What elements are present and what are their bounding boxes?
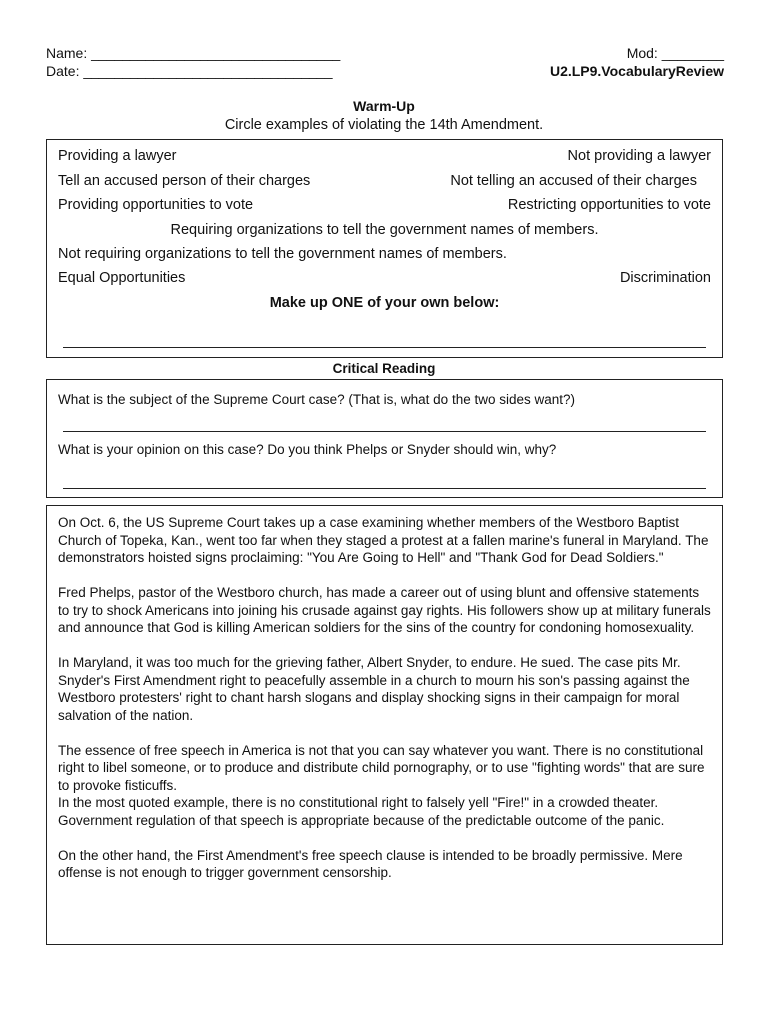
warmup-row	[58, 222, 711, 238]
article-paragraph: Fred Phelps, pastor of the Westboro church, has made a career out of using blunt and offensive statements to try to shock Americans into joining his crusade against gay rights. His followers show up at military funerals and announce that God is killing American soldiers for the sins of the country for condoning homosexuality.	[58, 585, 711, 635]
worksheet-header	[46, 44, 724, 80]
article-paragraph: On Oct. 6, the US Supreme Court takes up a case examining whether members of the Westboro Baptist Church of Topeka, Kan., went too far when they staged a protest at a fallen marine's funeral in Maryland. The demonstrators hoisted signs proclaiming: "You Are Going to Hell" and "Thank God for Dead Soldiers."	[58, 515, 709, 565]
date-field[interactable]: Date: ________________________________	[46, 63, 333, 79]
warmup-option[interactable]: Providing a lawyer	[58, 148, 177, 164]
question-1: What is the subject of the Supreme Court case? (That is, what do the two sides want?)	[58, 392, 576, 407]
warmup-row	[58, 246, 711, 262]
article-paragraph: In Maryland, it was too much for the grieving father, Albert Snyder, to endure. He sued. The case pits Mr. Snyder's First Amendment right to peacefully assemble in a church to mourn his son's passing against the Westboro protesters' right to chant harsh slogans and display shocking signs in their campaign for moral salvation of the nation.	[58, 655, 690, 723]
own-example-label: Make up ONE of your own below:	[269, 295, 500, 311]
article-box	[46, 505, 723, 945]
warmup-option[interactable]: Not telling an accused of their charges	[450, 173, 697, 189]
warmup-row	[58, 173, 711, 189]
article-paragraph: The essence of free speech in America is not that you can say whatever you want. There is no constitutional right to libel someone, or to produce and distribute child pornography, or to use "fighting words" that are sure to provoke fisticuffs.	[58, 742, 705, 793]
warmup-option[interactable]: Restricting opportunities to vote	[507, 197, 711, 213]
article-paragraph: In the most quoted example, there is no constitutional right to falsely yell "Fire!" in a crowded theater. Government regulation of that speech is appropriate because of the predictable outcome of the panic.	[58, 795, 665, 828]
critical-reading-box	[46, 379, 723, 498]
own-example-prompt	[58, 295, 711, 311]
question-2: What is your opinion on this case? Do you think Phelps or Snyder should win, why?	[58, 442, 557, 457]
warmup-instruction: Circle examples of violating the 14th Amendment.	[224, 117, 544, 133]
warmup-option[interactable]: Tell an accused person of their charges	[58, 173, 311, 189]
question-1-answer-line[interactable]	[63, 431, 706, 432]
warmup-option[interactable]: Requiring organizations to tell the government names of members.	[170, 222, 599, 238]
warmup-option[interactable]: Equal Opportunities	[58, 270, 186, 286]
own-example-answer-line[interactable]	[63, 347, 706, 348]
question-2-answer-line[interactable]	[63, 488, 706, 489]
article-paragraph: On the other hand, the First Amendment's free speech clause is intended to be broadly permissive. Mere offense is not enough to trigger government censorship.	[58, 847, 683, 880]
warmup-row	[58, 148, 711, 164]
name-field[interactable]: Name: ________________________________	[46, 45, 341, 61]
mod-field[interactable]: Mod: ________	[626, 45, 724, 61]
warmup-row	[58, 270, 711, 286]
warmup-option[interactable]: Not providing a lawyer	[567, 148, 711, 164]
warmup-option[interactable]: Discrimination	[619, 270, 711, 286]
warmup-title: Warm-Up	[353, 98, 415, 114]
warmup-option[interactable]: Not requiring organizations to tell the government names of members.	[58, 246, 507, 262]
warmup-row	[58, 197, 711, 213]
warmup-box	[46, 139, 723, 358]
lesson-code: U2.LP9.VocabularyReview	[549, 63, 724, 79]
critical-reading-title: Critical Reading	[332, 361, 436, 376]
warmup-option[interactable]: Providing opportunities to vote	[58, 197, 254, 213]
